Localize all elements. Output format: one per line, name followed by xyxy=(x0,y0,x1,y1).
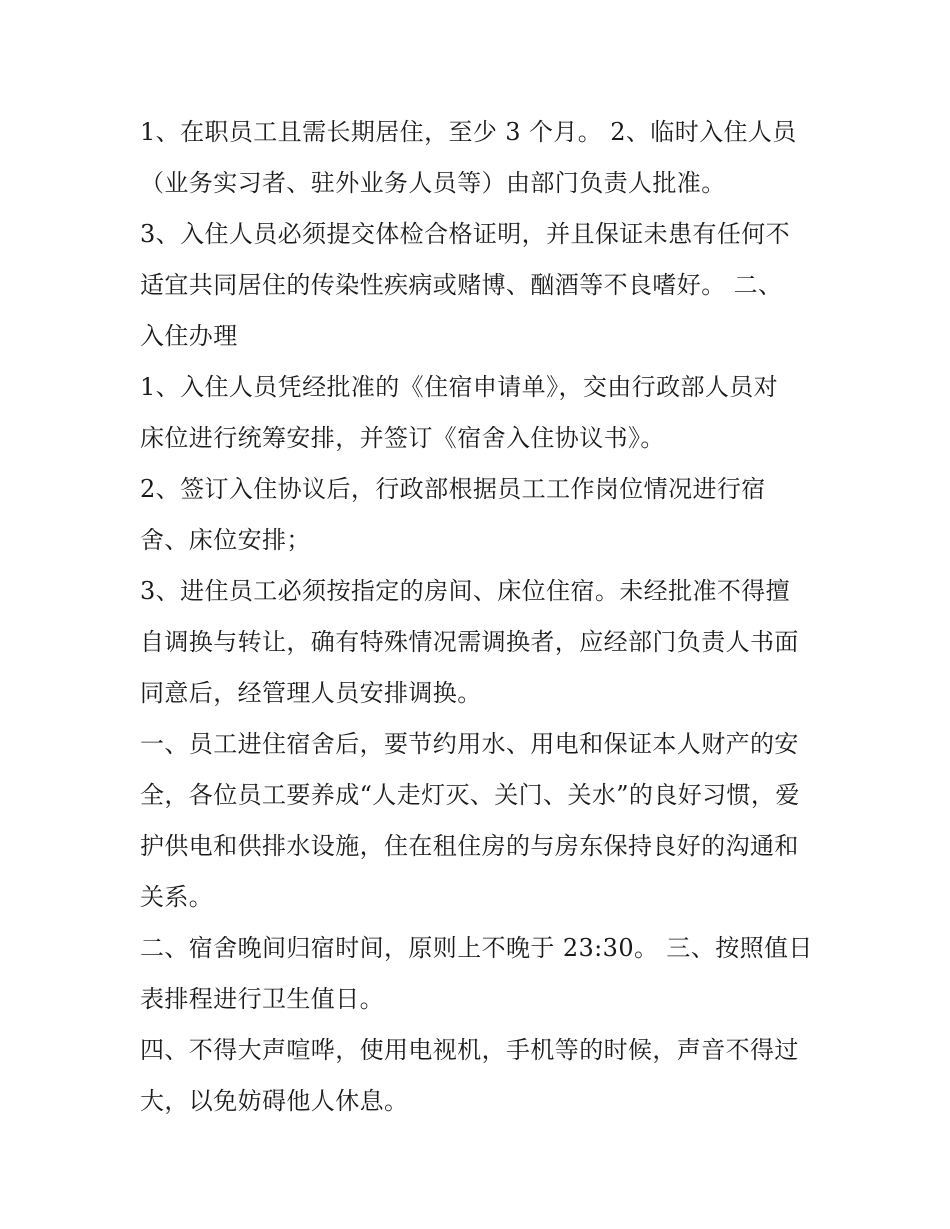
text-line: 3、入住人员必须提交体检合格证明，并且保证未患有任何不 xyxy=(140,220,791,248)
paragraph-room-rules xyxy=(140,566,820,719)
text-line: 同意后，经管理人员安排调换。 xyxy=(140,679,482,707)
text-line: 四、不得大声喧哗，使用电视机，手机等的时候，声音不得过 xyxy=(140,1036,799,1064)
document-body xyxy=(140,107,820,1127)
paragraph-eligibility xyxy=(140,107,820,209)
text-line: 二、宿舍晚间归宿时间，原则上不晚于 23:30。 三、按照值日 xyxy=(140,934,813,962)
text-line: 床位进行统筹安排，并签订《宿舍入住协议书》。 xyxy=(140,424,665,452)
text-line: 表排程进行卫生值日。 xyxy=(140,985,384,1013)
text-line: 一、员工进住宿舍后，要节约用水、用电和保证本人财产的安 xyxy=(140,730,799,758)
text-line: 自调换与转让，确有特殊情况需调换者，应经部门负责人书面 xyxy=(140,628,799,656)
text-line: （业务实习者、驻外业务人员等）由部门负责人批准。 xyxy=(140,169,726,197)
text-line: 护供电和供排水设施，住在租住房的与房东保持良好的沟通和 xyxy=(140,832,799,860)
paragraph-noise xyxy=(140,1025,820,1127)
text-line: 舍、床位安排； xyxy=(140,526,311,554)
text-line: 大，以免妨碍他人休息。 xyxy=(140,1087,409,1115)
text-line: 全，各位员工要养成“人走灯灭、关门、关水”的良好习惯，爱 xyxy=(140,781,800,809)
text-line: 关系。 xyxy=(140,883,214,911)
text-line: 3、进住员工必须按指定的房间、床位住宿。未经批准不得擅 xyxy=(140,577,791,605)
paragraph-curfew xyxy=(140,923,820,1025)
text-line: 1、入住人员凭经批准的《住宿申请单》，交由行政部人员对 xyxy=(140,373,779,401)
text-line: 1、在职员工且需长期居住，至少 3 个月。 2、临时入住人员 xyxy=(140,118,797,146)
text-line: 入住办理 xyxy=(140,322,238,350)
paragraph-conservation xyxy=(140,719,820,923)
text-line: 2、签订入住协议后，行政部根据员工工作岗位情况进行宿 xyxy=(140,475,766,503)
paragraph-application xyxy=(140,362,820,464)
text-line: 适宜共同居住的传染性疾病或赌博、酗酒等不良嗜好。 二、 xyxy=(140,271,783,299)
paragraph-health-requirement xyxy=(140,209,820,362)
paragraph-bed-assignment xyxy=(140,464,820,566)
